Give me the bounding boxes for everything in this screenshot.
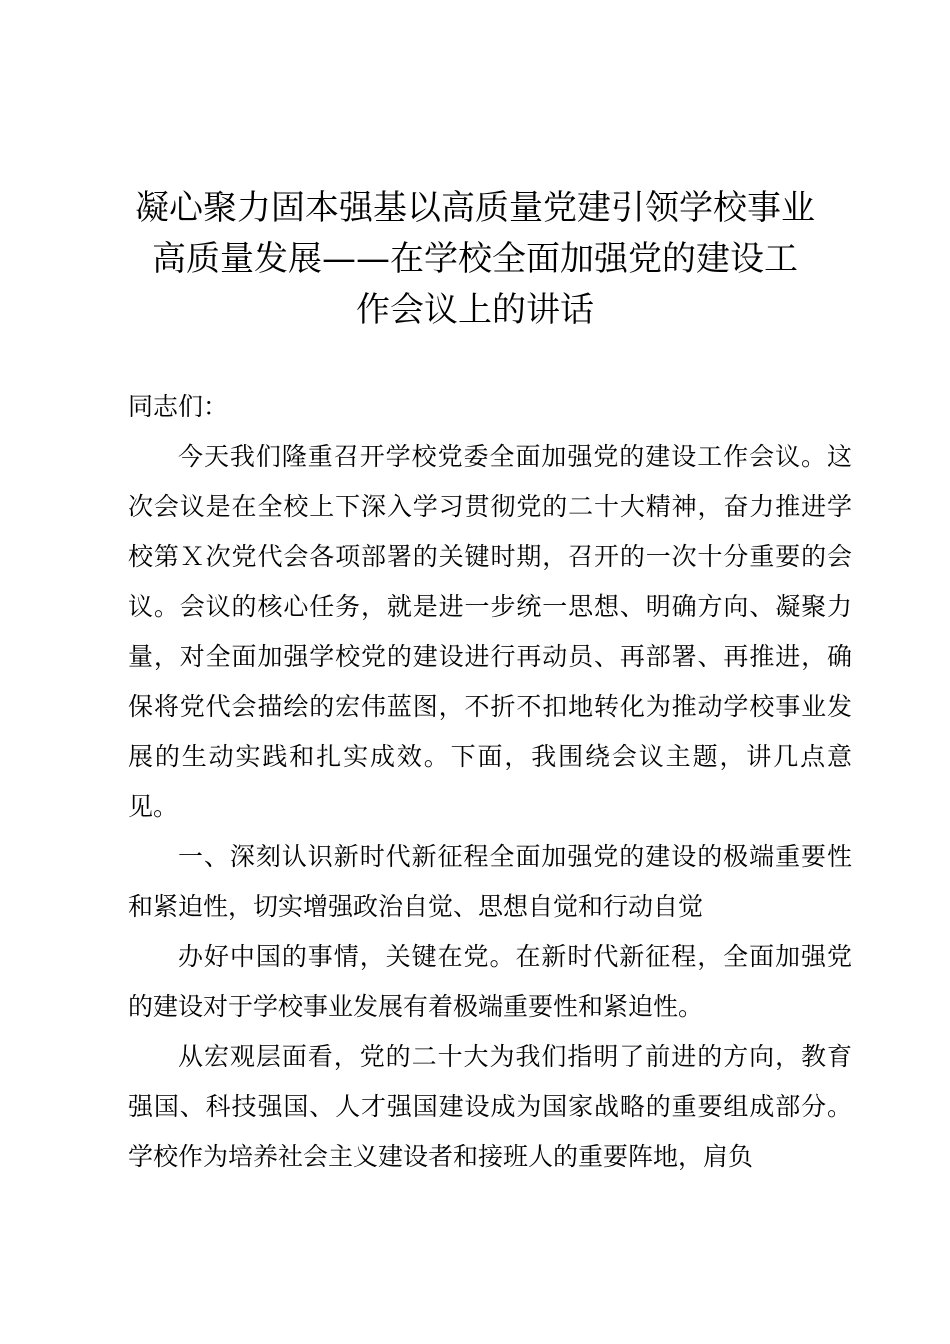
title-line: 凝心聚力固本强基以高质量党建引领学校事业 — [135, 188, 815, 228]
body-paragraph: 从宏观层面看，党的二十大为我们指明了前进的方向，教育强国、科技强国、人才强国建设成为国家战略的重要组成部分。学校作为培养社会主义建设者和接班人的重要阵地，肩负 — [128, 1042, 852, 1171]
title-line: 高质量发展——在学校全面加强党的建设工 — [152, 239, 798, 279]
body-paragraph: 办好中国的事情，关键在党。在新时代新征程，全面加强党的建设对于学校事业发展有着极端重要性和紧迫性。 — [128, 942, 852, 1021]
title-line: 作会议上的讲话 — [356, 290, 594, 330]
document-title — [110, 183, 840, 336]
intro-paragraph: 今天我们隆重召开学校党委全面加强党的建设工作会议。这次会议是在全校上下深入学习贯彻党的二十大精神，奋力推进学校第Ｘ次党代会各项部署的关键时期，召开的一次十分重要的会议。会议的核心任务，就是进一步统一思想、明确方向、凝聚力量，对全面加强学校党的建设进行再动员、再部署、再推进，确保将党代会描绘的宏伟蓝图，不折不扣地转化为推动学校事业发展的生动实践和扎实成效。下面，我围绕会议主题，讲几点意见。 — [128, 442, 852, 821]
section-heading: 一、深刻认识新时代新征程全面加强党的建设的极端重要性和紧迫性，切实增强政治自觉、思想自觉和行动自觉 — [128, 842, 852, 921]
salutation: 同志们： — [128, 392, 229, 421]
document-body — [128, 382, 852, 1182]
